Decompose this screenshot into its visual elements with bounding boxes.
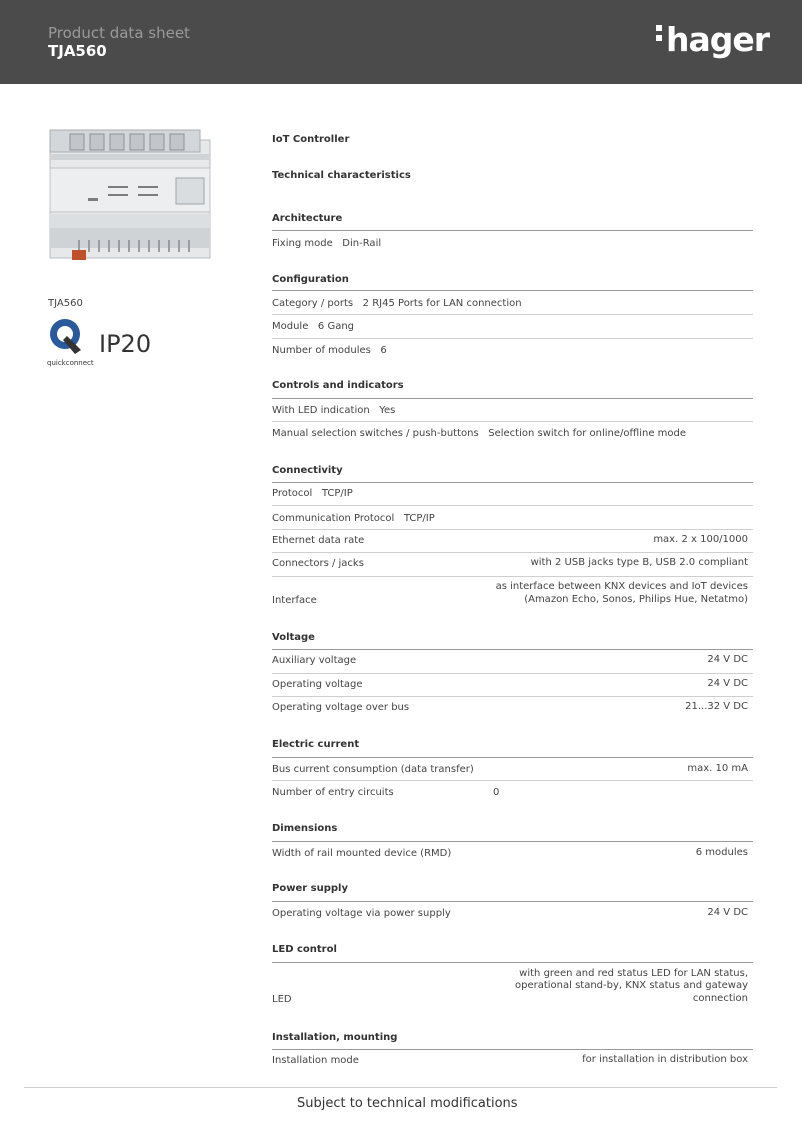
left-product-ref: TJA560 <box>48 298 83 309</box>
ip-rating-text: IP20 <box>99 330 152 358</box>
section-voltage: Voltage <box>272 632 315 643</box>
spec-label: Module <box>272 321 309 332</box>
spec-label: With LED indication <box>272 405 370 416</box>
spec-row <box>272 421 753 439</box>
spec-row <box>272 552 753 569</box>
spec-row <box>272 482 753 499</box>
spec-row <box>272 962 753 1005</box>
section-electric-current: Electric current <box>272 739 360 750</box>
spec-value: Selection switch for online/offline mode <box>488 428 687 439</box>
spec-row <box>272 1049 753 1066</box>
spec-row <box>272 505 753 524</box>
spec-label: Width of rail mounted device (RMD) <box>272 848 452 859</box>
spec-label: Auxiliary voltage <box>272 655 357 666</box>
hager-logo-text: hager <box>666 20 770 59</box>
spec-value: Yes <box>379 405 396 416</box>
section-installation: Installation, mounting <box>272 1032 398 1043</box>
product-image <box>48 128 212 268</box>
spec-label: Operating voltage over bus <box>272 702 410 713</box>
spec-value: 21...32 V DC <box>685 700 748 712</box>
spec-label: Operating voltage <box>272 679 363 690</box>
spec-value-line: connection <box>692 992 748 1004</box>
spec-label: Manual selection switches / push-buttons <box>272 428 479 439</box>
spec-value: with 2 USB jacks type B, USB 2.0 compliant <box>530 556 748 568</box>
spec-label: Connectors / jacks <box>272 558 364 569</box>
quickconnect-ip20-logo <box>47 316 157 368</box>
spec-row <box>272 398 753 416</box>
spec-label: Bus current consumption (data transfer) <box>272 764 474 775</box>
hager-logo <box>656 20 769 59</box>
spec-row <box>272 290 753 309</box>
spec-row <box>272 576 753 606</box>
spec-value: max. 2 x 100/1000 <box>653 533 748 545</box>
spec-row <box>272 529 753 546</box>
section-dimensions: Dimensions <box>272 823 338 834</box>
sheet-product-ref: TJA560 <box>48 42 107 60</box>
spec-row <box>272 338 753 356</box>
qc-brand-text: quickconnect <box>47 359 94 367</box>
spec-row <box>272 673 753 690</box>
spec-label: Operating voltage via power supply <box>272 908 451 919</box>
spec-label: Protocol <box>272 488 313 499</box>
spec-value: 24 V DC <box>707 677 748 689</box>
section-controls: Controls and indicators <box>272 380 404 391</box>
spec-label: Number of entry circuits <box>272 787 394 798</box>
spec-value: TCP/IP <box>321 488 353 499</box>
spec-row <box>272 314 753 332</box>
spec-row <box>272 841 753 859</box>
section-connectivity: Connectivity <box>272 465 343 476</box>
spec-row <box>272 696 753 713</box>
spec-value: 2 RJ45 Ports for LAN connection <box>362 298 522 309</box>
spec-value: 24 V DC <box>707 653 748 665</box>
spec-label: Communication Protocol <box>272 513 395 524</box>
specs-subtitle: Technical characteristics <box>272 170 411 181</box>
spec-row <box>272 901 753 919</box>
spec-value-line: as interface between KNX devices and IoT devices <box>495 581 748 592</box>
logo-dots-icon <box>656 25 664 45</box>
footer-note: Subject to technical modifications <box>297 1096 518 1111</box>
spec-label: Category / ports <box>272 298 354 309</box>
spec-row <box>272 649 753 666</box>
spec-value-line: (Amazon Echo, Sonos, Philips Hue, Netatmo) <box>524 593 748 605</box>
footer-divider <box>24 1087 777 1088</box>
product-title: IoT Controller <box>272 134 350 145</box>
section-configuration: Configuration <box>272 274 349 285</box>
spec-value: 6 <box>380 345 387 356</box>
spec-value <box>496 581 748 606</box>
spec-label: Fixing mode <box>272 238 333 249</box>
spec-value: 6 Gang <box>317 321 355 332</box>
spec-value: TCP/IP <box>403 513 435 524</box>
sheet-label: Product data sheet <box>48 24 190 42</box>
spec-label: Ethernet data rate <box>272 535 365 546</box>
spec-value <box>515 968 748 1006</box>
page-header <box>0 0 802 84</box>
spec-value: max. 10 mA <box>687 762 748 774</box>
section-led-control: LED control <box>272 944 337 955</box>
section-architecture: Architecture <box>272 213 343 224</box>
spec-value: 24 V DC <box>707 906 748 918</box>
spec-label: LED <box>272 994 292 1005</box>
spec-label: Interface <box>272 595 317 606</box>
spec-row <box>272 780 753 798</box>
spec-value-line: operational stand-by, KNX status and gateway <box>514 980 748 991</box>
spec-value: for installation in distribution box <box>582 1053 748 1065</box>
spec-label: Number of modules <box>272 345 371 356</box>
section-power-supply: Power supply <box>272 883 348 894</box>
spec-row <box>272 757 753 775</box>
spec-value: 6 modules <box>695 846 748 858</box>
spec-row <box>272 230 753 249</box>
spec-value: Din-Rail <box>342 238 382 249</box>
spec-label: Installation mode <box>272 1055 359 1066</box>
spec-value-line: with green and red status LED for LAN status, <box>519 967 748 979</box>
spec-value: 0 <box>493 787 500 798</box>
spec-inline <box>272 238 381 249</box>
